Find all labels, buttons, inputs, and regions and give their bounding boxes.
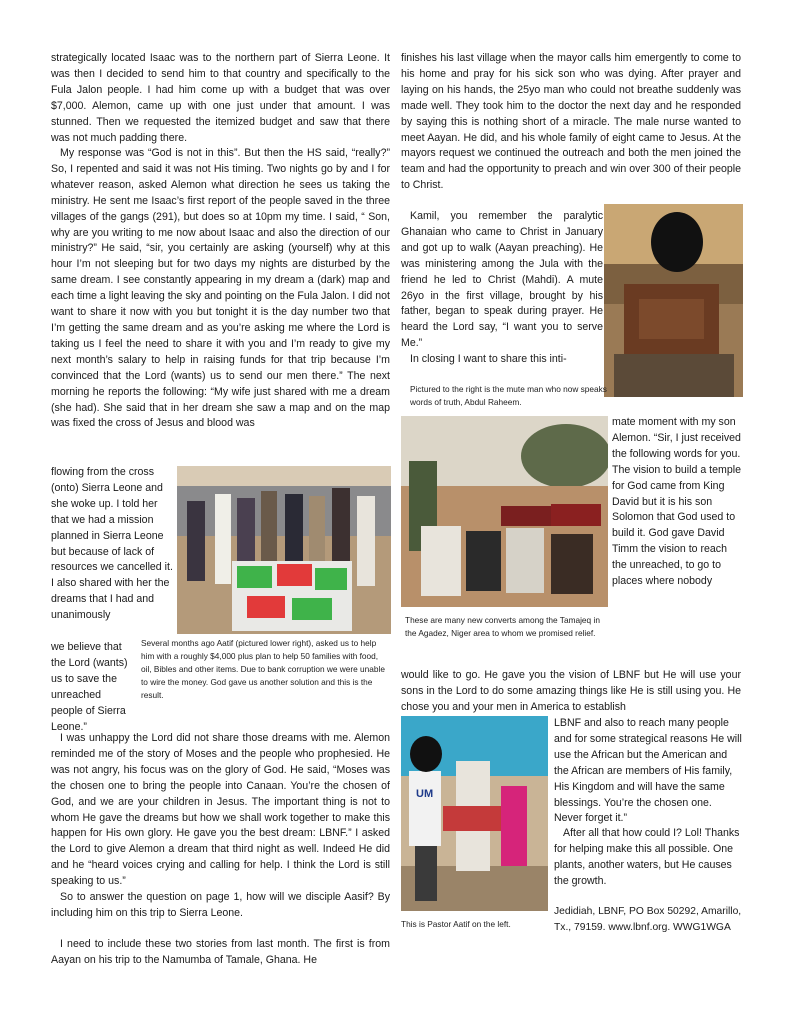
right-paragraph-3-continued: would like to go. He gave you the vision of LBNF but He will use your sons in the Lord to do some amazing things like He is still using you. He chose you and your men in America to establish [401,669,741,713]
left-paragraph-2-wrap: flowing from the cross (onto) Sierra Leone and she woke up. I told her that we had a mission planned in Sierra Leone but because of lack of resources we cancelled it. I also shared with her the dreams that I had and unanimously [51,466,173,622]
caption-pastor: This is Pastor Aatif on the left. [401,919,511,929]
right-paragraph-3-end: LBNF and also to reach many people and for some strategical reasons He will use the African but the American and the African are members of His family, His Kingdom and will have the same blessings. You’re the chosen one. Never forget it.” [554,717,742,825]
right-paragraph-2: Kamil, you remember the paralytic Ghanaian who came to Christ in January and got up to walk (Aayan preaching). He was ministering among the Jula with the friend he led to Christ (Mahdi). A mute 26yo in the first village, brought by his father, began to speak during prayer. He heard the Lord say, “I want you to serve Me.” [401,210,603,350]
right-paragraph-1: finishes his last village when the mayor calls him emergently to come to his home and pray for his sick son who was dying. After prayer and laying on his hands, the 25yo man who could not breathe suddenly was made well. They took him to the doctor the next day and he responded by saying this is nothing short of a miracle. The male nurse wanted to meet Aayan. He did, and his whole family of eight came to Jesus. At the mayors request we continued the outreach and both the men joined the team and had the opportunity to preach and win over 300 of their people to Christ. [401,52,741,192]
left-paragraph-4: So to answer the question on page 1, how will we disciple Aasif? By including him on this trip to Sierra Leone. [51,891,390,919]
caption-mute-man: Pictured to the right is the mute man who now speaks words of truth, Abdul Raheem. [410,384,607,407]
left-paragraph-1: strategically located Isaac was to the northern part of Sierra Leone. It was then I decided to send him to that country and specifically to the Fula Jalon people. I had him come up with a budget that was over $7,000. Alemon, came up with one just under that amount. I was stunned. Then we requested the itemized budget and saw that there was not much padding there. [51,52,390,144]
left-paragraph-5: I need to include these two stories from last month. The first is from Aayan on his trip to the Namumba of Tamale, Ghana. He [51,938,390,966]
right-paragraph-4: After all that how could I? Lol! Thanks for helping make this all possible. One plants, another waters, but He causes the growth. [554,827,740,887]
relief-shirt-logo: UM [416,788,434,800]
relief-distribution-photo [177,466,391,634]
signature-address: Jedidiah, LBNF, PO Box 50292, Amarillo, Tx., 79159. www.lbnf.org. WWG1WGA [554,906,742,933]
left-paragraph-2-wrap-end: we believe that the Lord (wants) us to save the unreached people of Sierra Leone.” [51,641,128,733]
right-paragraph-3-start: In closing I want to share this inti- [410,353,567,365]
converts-photo [401,416,608,607]
mute-man-photo [604,204,743,397]
right-paragraph-3-moment: mate moment with my son Alemon. “Sir, I just received the following words for you. The vision to build a temple for God came from King David but it is his son Solomon that God used to build it. God gave David Timm the vision to reach the unreached, to go to places where nobody [612,416,741,588]
left-paragraph-3: I was unhappy the Lord did not share those dreams with me. Alemon reminded me of the story of Moses and the people who prophesied. He was not angry, his focus was on the glory of God. He said, “Moses was the chosen one to bring the people into Canaan. You’re the chosen of God, and we are your children in Jesus. The important thing is not to whom He gave the dreams but how we shall work together to make this happen for His own glory. He gave you the best dream: LBNF.” I asked the Lord to give Alemon a dream that third night as well. Indeed He did and he “heard voices crying and calling for help. I think the Lord is still speaking to us.” [51,732,390,888]
caption-aatif-relief: Several months ago Aatif (pictured lower right), asked us to help him with a roughly $4,000 plus plan to help 50 families with food, oil, Bibles and other items. Due to bank corruption we were unable to wire the money. God gave us another solution and this is the result. [141,638,385,700]
caption-converts: These are many new converts among the Tamajeq in the Agadez, Niger area to whom we promised relief. [405,615,600,638]
pastor-aatif-photo [401,716,548,911]
left-paragraph-2: My response was “God is not in this”. But then the HS said, “really?” So, I repented and said it was not His timing. Two nights go by and I for whatever reason, asked Alemon what direction he sees us taking the ministry. He sent me Isaac’s first report of the people saved in the three villages of the gangs (291), but does so at 10pm my time. I said, “ Son, why are you writing to me now about Isaac and also the direction of our ministry?” He said, “sir, you certainly are asking (yourself) why at this hour I’m not sleeping but for two days my nights are disturbed by the same dream. I see constantly appearing in my dream a (dark) map and each time a light leaving the sky and pointing on the Fula Jalon. I did not want to share it now with you but tonight it is the day number two that I’m getting the same dream and as you’re asking me where the Lord is taking us I feel the need to share it with you and I’m ready to give my next month’s salary to help in raising funds for that trip because I’m convinced that the Lord (wants) us to send our men there.” The next morning he reports the following: “My wife just shared with me a dream (she had). She said that in her dream she saw a map and on the map was fixed the cross of Jesus and blood was [51,147,390,430]
